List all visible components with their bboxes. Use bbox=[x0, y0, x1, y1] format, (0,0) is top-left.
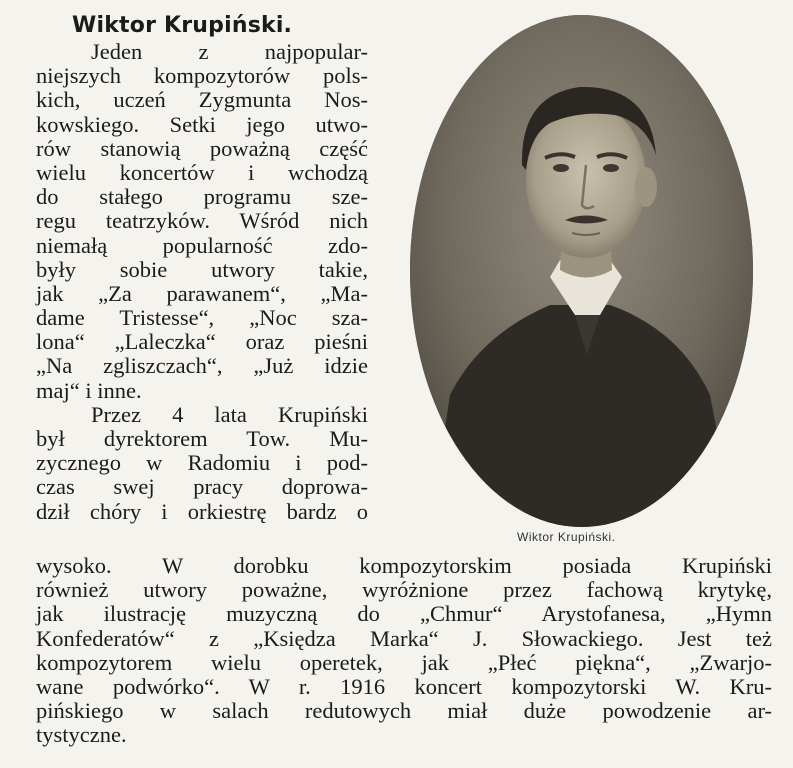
text-line: pińskiego w salach redutowych miał duże powodzenie ar- bbox=[36, 698, 772, 724]
article-column-text bbox=[36, 40, 368, 524]
text-line: kowskiego. Setki jego utwo- bbox=[36, 111, 368, 137]
text-line: rów stanowią poważną część bbox=[36, 135, 368, 161]
text-line: tystyczne. bbox=[36, 722, 127, 748]
text-line: dził chóry i orkiestrę bardz o bbox=[36, 498, 368, 524]
paragraph-1 bbox=[36, 40, 368, 403]
text-line: maj“ i inne. bbox=[36, 377, 142, 403]
article-full-width-text bbox=[36, 554, 772, 748]
text-line: czas swej pracy doprowa- bbox=[36, 474, 368, 500]
text-line: Przez 4 lata Krupiński bbox=[91, 401, 368, 427]
article-title: Wiktor Krupiński. bbox=[72, 13, 293, 38]
portrait-caption: Wiktor Krupiński. bbox=[517, 530, 616, 544]
text-line: Konfederatów“ z „Księdza Marka“ J. Słowackiego. Jest też bbox=[36, 625, 772, 651]
text-line: regu teatrzyków. Wśród nich bbox=[36, 208, 368, 234]
text-line: wane podwórko“. W r. 1916 koncert kompozytorski W. Kru- bbox=[36, 673, 772, 699]
portrait-figure bbox=[410, 15, 753, 527]
text-line: wielu koncertów i wchodzą bbox=[36, 159, 368, 185]
paragraph-2-continued bbox=[36, 554, 772, 748]
text-line: lona“ „Laleczka“ oraz pieśni bbox=[36, 329, 368, 355]
text-line: dame Tristesse“, „Noc sza- bbox=[36, 305, 368, 331]
text-line: „Na zgliszczach“, „Już idzie bbox=[36, 353, 368, 379]
text-line: zycznego w Radomiu i pod- bbox=[36, 450, 368, 476]
text-line: niemałą popularność zdo- bbox=[36, 232, 368, 258]
text-line: Jeden z najpopular- bbox=[91, 39, 368, 64]
text-line: jak „Za parawanem“, „Ma- bbox=[36, 280, 368, 306]
text-line: były sobie utwory takie, bbox=[36, 256, 368, 282]
text-line: wysoko. W dorobku kompozytorskim posiada Krupiński bbox=[36, 553, 772, 578]
text-line: jak ilustrację muzyczną do „Chmur“ Arystofanesa, „Hymn bbox=[36, 601, 772, 627]
portrait-photo bbox=[410, 15, 753, 527]
text-line: niejszych kompozytorów pols- bbox=[36, 63, 368, 89]
text-line: również utwory poważne, wyróżnione przez fachową krytykę, bbox=[36, 577, 772, 603]
text-line: był dyrektorem Tow. Mu- bbox=[36, 426, 368, 451]
paragraph-2 bbox=[36, 403, 368, 524]
portrait-illustration bbox=[410, 15, 753, 527]
text-line: do stałego programu sze- bbox=[36, 184, 368, 210]
text-line: kich, uczeń Zygmunta Nos- bbox=[36, 87, 368, 113]
text-line: kompozytorem wielu operetek, jak „Płeć piękna“, „Zwarjo- bbox=[36, 649, 772, 675]
